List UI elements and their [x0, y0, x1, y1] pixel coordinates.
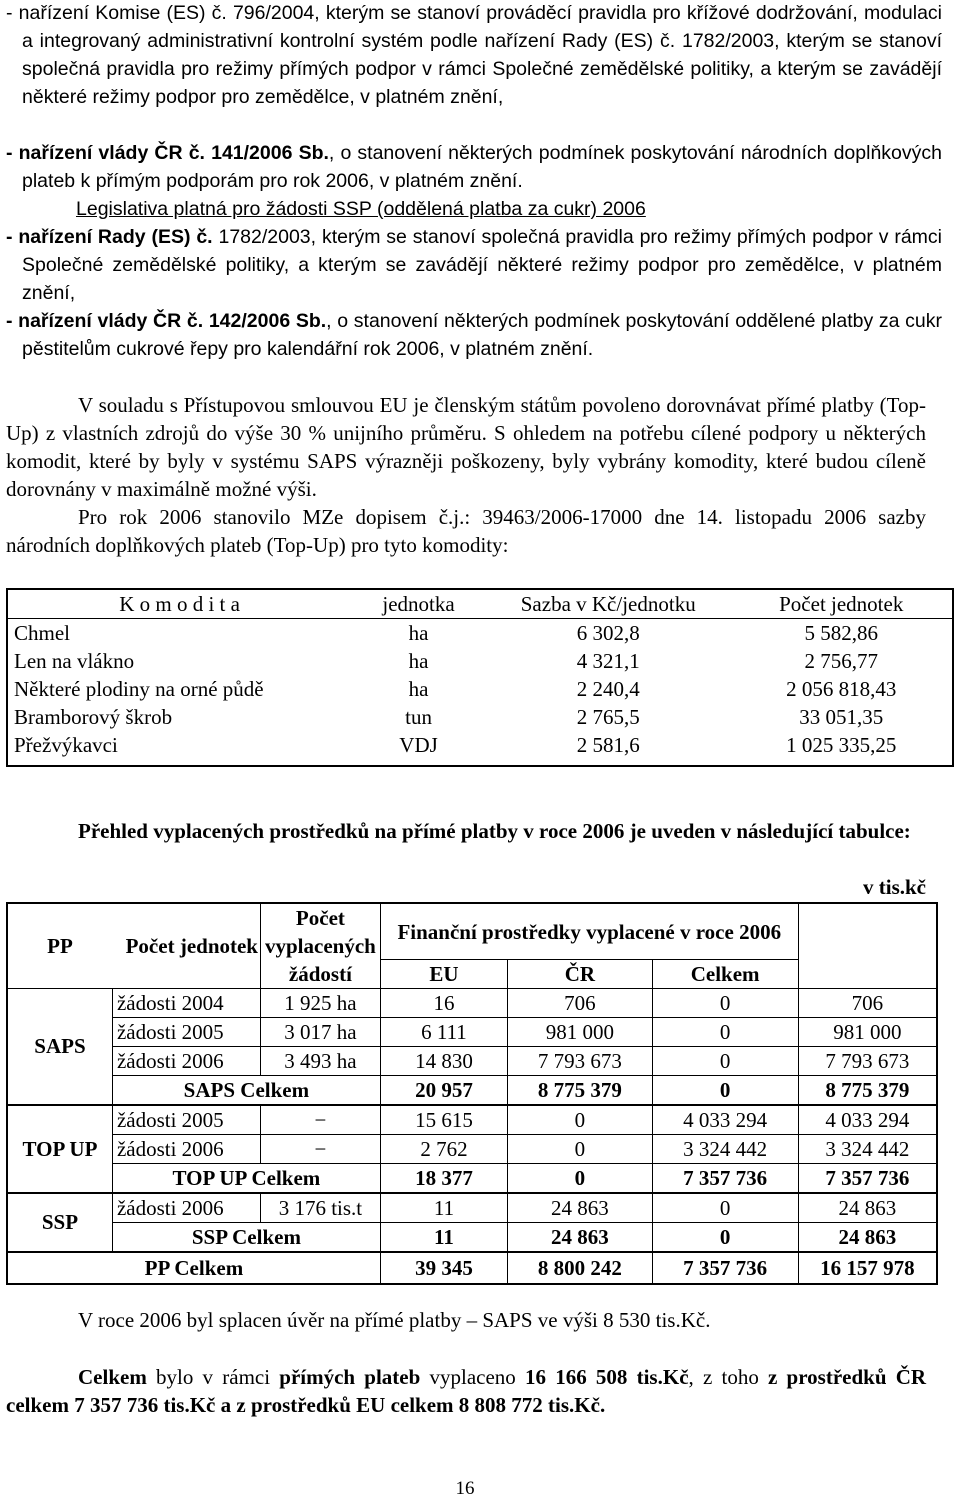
table-row [7, 1193, 937, 1223]
table-header-row [7, 589, 953, 619]
unit-cell: ha [408, 677, 429, 701]
cell: 3 017 ha [261, 1018, 381, 1047]
table-row [7, 731, 953, 766]
rate-cell: 2 240,4 [576, 677, 640, 701]
header-eu: EU [380, 960, 507, 989]
cell: 39 345 [380, 1252, 507, 1284]
cell: 7 357 736 [798, 1164, 937, 1194]
payments-table [6, 902, 938, 1285]
cell: 706 [798, 989, 937, 1018]
summary-text: , z toho [688, 1365, 769, 1389]
cell: 0 [652, 989, 798, 1018]
cell: 706 [508, 989, 653, 1018]
header-celkem: Celkem [652, 960, 798, 989]
cell: 24 863 [798, 1223, 937, 1253]
legislation-ref: - nařízení vlády ČR č. 142/2006 Sb. [6, 310, 327, 332]
legislation-text: 1782/2003, kterým se stanoví společná pravidla pro režimy přímých podpor v rámci Společné zemědělské politiky, a kterým se zavádějí některé režimy podpor pro zemědělce, v platném znění, [22, 226, 942, 304]
overview-paragraph: Přehled vyplacených prostředků na přímé platby v roce 2006 je uveden v následující tabulce: [78, 819, 911, 843]
cell: 4 033 294 [652, 1105, 798, 1135]
header-pp: PP [47, 933, 73, 958]
cell: 20 957 [380, 1076, 507, 1106]
summary-bold: Celkem [78, 1365, 147, 1389]
commodity-cell: Přežvýkavci [14, 733, 118, 757]
cell: 3 493 ha [261, 1047, 381, 1076]
table-total-row [7, 1164, 937, 1194]
group-topup: TOP UP [7, 1105, 112, 1193]
rate-cell: 2 581,6 [576, 733, 640, 757]
header-pocet-zadosti: Počet vyplacených žádostí [261, 903, 381, 989]
cell: 1 925 ha [261, 989, 381, 1018]
group-ssp: SSP [7, 1193, 112, 1252]
cell: 3 324 442 [798, 1135, 937, 1164]
count-cell: 1 025 335,25 [786, 733, 897, 757]
legislation-item-commission-796 [6, 0, 942, 111]
cell: 4 033 294 [798, 1105, 937, 1135]
table-row [7, 647, 953, 675]
table-row [7, 703, 953, 731]
row-label: žádosti 2006 [112, 1135, 260, 1164]
units-label: v tis.kč [863, 875, 926, 899]
cell: − [261, 1135, 381, 1164]
col-header-count: Počet jednotek [730, 589, 953, 619]
rate-cell: 2 765,5 [576, 705, 640, 729]
table-row [7, 1135, 937, 1164]
legislation-item-142 [6, 307, 942, 363]
cell: 6 111 [380, 1018, 507, 1047]
summary-text: vyplaceno [420, 1365, 526, 1389]
cell: − [261, 1105, 381, 1135]
header-pocet-jednotek: Počet jednotek [125, 934, 258, 958]
cell: 0 [508, 1105, 653, 1135]
commodity-rates-table [6, 588, 954, 767]
cell: 981 000 [798, 1018, 937, 1047]
cell: 24 863 [508, 1193, 653, 1223]
cell: 7 793 673 [798, 1047, 937, 1076]
rate-cell: 6 302,8 [576, 621, 640, 645]
cell: 2 762 [380, 1135, 507, 1164]
unit-cell: ha [408, 621, 429, 645]
legislation-item-1782 [6, 223, 942, 307]
unit-cell: ha [408, 649, 429, 673]
rates-paragraph: Pro rok 2006 stanovilo MZe dopisem č.j.: 39463/2006-17000 dne 14. listopadu 2006 sazby národních doplňkových plateb (Top-Up) pro tyto komodity: [6, 505, 926, 557]
cell: 0 [652, 1076, 798, 1106]
table-row [7, 619, 953, 648]
header-financni-prostredky: Finanční prostředky vyplacené v roce 2006 [380, 903, 798, 960]
grand-total-label: PP Celkem [7, 1252, 380, 1284]
row-label: žádosti 2006 [112, 1193, 260, 1223]
topup-paragraph: V souladu s Přístupovou smlouvou EU je členským státům povoleno dorovnávat přímé platby (Top-Up) z vlastních zdrojů do výše 30 % unijního průměru. S ohledem na potřebu cílené podpory u některých komodit, které by byly v systému SAPS výrazněji poškozeny, byly vybrány komodity, které budou cíleně dorovnány v maximálně možné výši. [6, 393, 926, 501]
row-label: žádosti 2006 [112, 1047, 260, 1076]
cell: 0 [652, 1193, 798, 1223]
summary-bold: 16 166 508 tis.Kč [525, 1365, 689, 1389]
count-cell: 5 582,86 [804, 621, 878, 645]
cell: 3 176 tis.t [261, 1193, 381, 1223]
cell: 8 775 379 [508, 1076, 653, 1106]
group-saps: SAPS [7, 989, 112, 1106]
row-label: žádosti 2004 [112, 989, 260, 1018]
table-total-row [7, 1223, 937, 1253]
cell: 11 [380, 1223, 507, 1253]
table-grand-total-row [7, 1252, 937, 1284]
summary-bold: přímých plateb [279, 1365, 421, 1389]
cell: 7 357 736 [652, 1252, 798, 1284]
cell: 0 [508, 1164, 653, 1194]
total-label: TOP UP Celkem [112, 1164, 380, 1194]
cell: 24 863 [508, 1223, 653, 1253]
table-row [7, 989, 937, 1018]
total-label: SAPS Celkem [112, 1076, 380, 1106]
cell: 11 [380, 1193, 507, 1223]
cell: 24 863 [798, 1193, 937, 1223]
unit-cell: tun [405, 705, 432, 729]
summary-text: bylo v rámci [146, 1365, 280, 1389]
commodity-cell: Bramborový škrob [14, 705, 173, 729]
ssp-legislation-heading: Legislativa platná pro žádosti SSP (oddělená platba za cukr) 2006 [76, 198, 646, 220]
header-pp-block [7, 903, 261, 989]
commodity-cell: Některé plodiny na orné půdě [14, 677, 264, 701]
header-cr: ČR [508, 960, 653, 989]
cell: 0 [652, 1223, 798, 1253]
unit-cell: VDJ [399, 733, 438, 757]
cell: 0 [508, 1135, 653, 1164]
table-row [7, 1018, 937, 1047]
loan-paragraph: V roce 2006 byl splacen úvěr na přímé platby – SAPS ve výši 8 530 tis.Kč. [78, 1308, 711, 1332]
count-cell: 2 056 818,43 [786, 677, 897, 701]
col-header-unit: jednotka [351, 589, 486, 619]
cell: 7 357 736 [652, 1164, 798, 1194]
rate-cell: 4 321,1 [576, 649, 640, 673]
total-label: SSP Celkem [112, 1223, 380, 1253]
row-label: žádosti 2005 [112, 1018, 260, 1047]
cell: 0 [652, 1047, 798, 1076]
cell: 0 [652, 1018, 798, 1047]
legislation-ref: - nařízení Rady (ES) č. [6, 226, 213, 248]
cell: 15 615 [380, 1105, 507, 1135]
cell: 16 157 978 [798, 1252, 937, 1284]
legislation-text: , o stanovení některých podmínek poskytování národních doplňkových plateb k přímým podporám pro rok 2006, v platném znění. [22, 142, 942, 192]
legislation-item-141 [6, 139, 942, 195]
page-number: 16 [455, 1478, 475, 1499]
cell: 8 775 379 [798, 1076, 937, 1106]
commodity-cell: Chmel [14, 621, 70, 645]
legislation-ref: - nařízení vlády ČR č. 141/2006 Sb. [6, 142, 329, 164]
summary-bold: z prostředků ČR celkem 7 357 736 tis.Kč a z prostředků EU celkem 8 808 772 tis.Kč. [6, 1365, 927, 1417]
table-row [7, 1105, 937, 1135]
col-header-commodity: K o m o d i t a [7, 589, 351, 619]
cell: 7 793 673 [508, 1047, 653, 1076]
count-cell: 33 051,35 [799, 705, 884, 729]
cell: 16 [380, 989, 507, 1018]
cell: 8 800 242 [508, 1252, 653, 1284]
table-row [7, 675, 953, 703]
table-total-row [7, 1076, 937, 1106]
commodity-cell: Len na vlákno [14, 649, 135, 673]
cell: 18 377 [380, 1164, 507, 1194]
cell: 981 000 [508, 1018, 653, 1047]
row-label: žádosti 2005 [112, 1105, 260, 1135]
count-cell: 2 756,77 [804, 649, 878, 673]
legislation-text: - nařízení Komise (ES) č. 796/2004, kterým se stanoví prováděcí pravidla pro křížové dodržování, modulaci a integrovaný administrativní kontrolní systém podle nařízení Rady (ES) č. 1782/2003, kterým se stanoví společná pravidla pro režimy přímých podpor v rámci Společné zemědělské politiky, a kterým se zavádějí některé režimy podpor pro zemědělce, v platném znění, [6, 2, 942, 108]
summary-paragraph [6, 1363, 926, 1419]
cell: 14 830 [380, 1047, 507, 1076]
legislation-text: , o stanovení některých podmínek poskytování oddělené platby za cukr pěstitelům cukrové řepy pro kalendářní rok 2006, v platném znění. [22, 310, 942, 360]
cell: 3 324 442 [652, 1135, 798, 1164]
table-row [7, 1047, 937, 1076]
col-header-rate: Sazba v Kč/jednotku [486, 589, 731, 619]
